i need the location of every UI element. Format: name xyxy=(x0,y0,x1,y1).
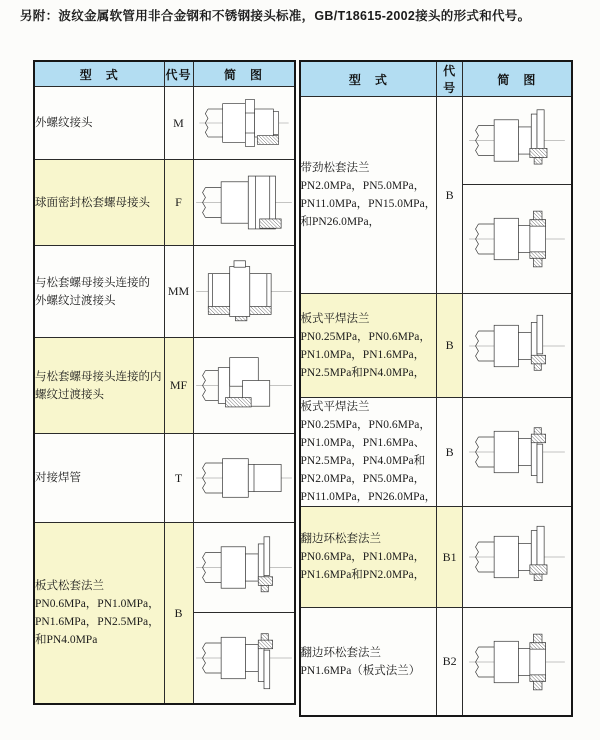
type-cell xyxy=(34,338,164,434)
type-line: PN11.0MPa，PN15.0MPa， xyxy=(300,198,437,210)
type-line: PN1.6MPa和PN2.0MPa， xyxy=(300,569,426,581)
type-cell xyxy=(34,246,164,338)
code-cell: B xyxy=(437,97,463,294)
type-cell xyxy=(300,608,437,717)
type-line: 球面密封松套螺母接头 xyxy=(35,196,150,209)
type-line: 与松套螺母接头连接的内 xyxy=(35,370,162,383)
type-line: 与松套螺母接头连接的 xyxy=(35,276,150,289)
type-line: PN0.25MPa，PN0.6MPa， xyxy=(300,330,431,343)
plate-weld-flange-diagram-2 xyxy=(463,400,571,504)
type-line: 翻边环松套法兰 xyxy=(300,646,381,659)
diagram-cell xyxy=(463,507,572,608)
type-line: 和PN4.0MPa xyxy=(35,634,98,646)
table-row xyxy=(300,608,572,717)
header-code: 代号 xyxy=(164,61,193,87)
type-line: PN11.0MPa，PN26.0MPa， xyxy=(300,491,437,503)
table-row xyxy=(34,160,295,246)
code-cell: B xyxy=(437,294,463,398)
table-row xyxy=(34,246,295,338)
flared-ring-loose-flange-b2-diagram xyxy=(463,608,571,715)
code-cell: MF xyxy=(164,338,193,434)
table-row xyxy=(34,338,295,434)
necked-loose-flange-diagram-1 xyxy=(463,97,571,184)
diagram-cell xyxy=(193,434,295,523)
code-cell: B xyxy=(437,398,463,507)
type-line: PN2.0MPa，PN5.0MPa， xyxy=(300,473,426,485)
type-line: PN1.6MPa（板式法兰） xyxy=(300,664,421,677)
table-row xyxy=(300,97,572,294)
spherical-seal-swivel-nut-joint-diagram xyxy=(194,160,294,245)
type-line: 板式平焊法兰 xyxy=(300,312,370,325)
table-row xyxy=(300,294,572,398)
diagram-cell xyxy=(193,160,295,246)
type-line: PN0.6MPa，PN1.0MPa， xyxy=(35,598,160,610)
fittings-table xyxy=(33,60,573,717)
diagram-cell xyxy=(193,523,295,705)
fittings-table-right xyxy=(299,60,573,717)
code-cell: MM xyxy=(164,246,193,338)
female-transition-adapter-diagram xyxy=(194,338,294,433)
type-cell xyxy=(300,97,437,294)
header-code: 代号 xyxy=(437,61,463,97)
code-cell: B xyxy=(164,523,193,705)
type-line: 板式平焊法兰 xyxy=(300,401,370,413)
type-cell xyxy=(34,160,164,246)
type-line: PN0.6MPa，PN1.0MPa， xyxy=(300,551,426,563)
type-cell xyxy=(34,523,164,705)
header-type: 型 式 xyxy=(34,61,164,87)
diagram-cell xyxy=(193,246,295,338)
diagram-cell xyxy=(193,338,295,434)
fittings-table-left xyxy=(33,60,296,705)
type-cell xyxy=(300,398,437,507)
table-row xyxy=(34,523,295,705)
type-cell xyxy=(34,434,164,523)
flared-ring-loose-flange-b1-diagram xyxy=(463,507,571,607)
type-line: PN0.25MPa，PN0.6MPa， xyxy=(300,419,431,431)
type-line: PN1.0MPa，PN1.6MPa、 xyxy=(300,437,426,449)
type-line: 螺纹过渡接头 xyxy=(35,388,104,401)
type-line: PN1.6MPa，PN2.5MPa， xyxy=(35,616,160,628)
type-line: 外螺纹过渡接头 xyxy=(35,294,116,307)
table-row xyxy=(300,507,572,608)
type-line: 对接焊管 xyxy=(35,472,81,484)
header-diagram: 简 图 xyxy=(193,61,295,87)
type-cell xyxy=(34,87,164,160)
butt-weld-pipe-diagram xyxy=(194,434,294,522)
male-thread-joint-diagram xyxy=(194,87,294,159)
header-row xyxy=(34,61,295,87)
diagram-cell xyxy=(463,97,572,294)
type-line: PN2.5MPa和PN4.0MPa， xyxy=(300,366,426,379)
table-row xyxy=(300,398,572,507)
type-line: 翻边环松套法兰 xyxy=(300,533,381,545)
code-cell: F xyxy=(164,160,193,246)
type-line: PN1.0MPa，PN1.6MPa， xyxy=(300,348,426,361)
diagram-cell xyxy=(463,294,572,398)
plate-loose-flange-diagram-2 xyxy=(194,612,294,703)
type-cell xyxy=(300,294,437,398)
table-row xyxy=(34,87,295,160)
type-line: 和PN26.0MPa， xyxy=(300,216,381,228)
diagram-cell xyxy=(463,398,572,507)
diagram-cell xyxy=(463,608,572,717)
type-line: PN2.5MPa，PN4.0MPa和 xyxy=(300,455,426,467)
code-cell: T xyxy=(164,434,193,523)
header-type: 型 式 xyxy=(300,61,437,97)
code-cell: B2 xyxy=(437,608,463,717)
code-cell: M xyxy=(164,87,193,160)
type-line: 带劲松套法兰 xyxy=(300,162,370,174)
table-row xyxy=(34,434,295,523)
type-line: 外螺纹接头 xyxy=(35,117,93,129)
plate-loose-flange-diagram-1 xyxy=(194,523,294,612)
type-cell xyxy=(300,507,437,608)
type-line: PN2.0MPa，PN5.0MPa， xyxy=(300,180,426,192)
header-row xyxy=(300,61,572,97)
plate-weld-flange-diagram-1 xyxy=(463,294,571,397)
necked-loose-flange-diagram-2 xyxy=(463,184,571,293)
diagram-cell xyxy=(193,87,295,160)
header-diagram: 简 图 xyxy=(463,61,572,97)
page-title: 另附：波纹金属软管用非合金钢和不锈钢接头标准，GB/T18615-2002接头的形式和代号。 xyxy=(20,9,531,23)
type-line: 板式松套法兰 xyxy=(35,580,104,592)
code-cell: B1 xyxy=(437,507,463,608)
male-transition-nipple-diagram xyxy=(194,246,294,337)
